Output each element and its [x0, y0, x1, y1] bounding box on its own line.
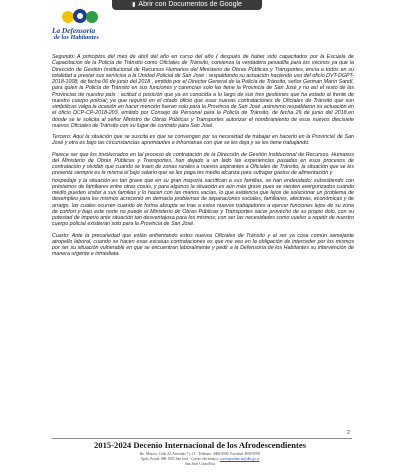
logo-text-line1: La Defensoría — [52, 26, 96, 35]
footer-contact-prefix: Apdo. Postal: 686-1005 San José · Correo electrónico: — [140, 457, 219, 461]
defensoria-logo — [52, 8, 108, 42]
paragraph-segundo: Segundo: A principios del mes de abril del año en curso del año ( después de haber sido capacitados por la Escuela de Capacitación de la Policía de Tránsito como Oficiales de Tránsito, comienza la verdadera pesadilla para los vecinos ya que la Dirección de Gestión Institucional de Recursos Humanos del Ministerio de Obras Públicas y Transportes, envía a todos en su totalidad a prestar sus servicios a la Unidad Policial de San José ; respaldando su actuación haciendo uso del oficio DVT-DGPT-2018-1008, de fecha 06 de junio del 2018 , emitido por el Director General de la Policía de Tránsito, señor German Marín Sandí, para quien la Policía de Tránsito en sus funciones y carencias solo las tiene la Provincia de San José y no así el resto de las Provincias de nuestro país ; actitud o posición que ya es conocida a lo largo de sus tres gestiones que ha estado al frente de nuestro cuerpo policial; ya que requirió en el citado oficio que esas nuevas contrataciones de Oficiales de Tránsito que son simbólicas valga la ocasión en hacer mención fueran solo para la Provincia de San José ,asimismo respaldaron su actuación en el oficio DCP-CP-2018-203, emitido por Consejo de Personal para la Policía de Tránsito, de fecha 29 de junio del 2018,en donde se le solicita al señor Ministro de Obras Públicas y Transportes autorizar el nombramiento de esos nuevos diecisiete nuevos Oficiales de Tránsito con su lugar de contrato para San José. — [52, 54, 354, 129]
page-number: 2 — [347, 430, 350, 436]
footer-divider — [52, 438, 352, 439]
logo-text-line2: de los Habitantes — [54, 34, 99, 41]
open-with-google-docs-button[interactable] — [112, 0, 262, 10]
paragraph-hospedaje: hospedaje y la situación es tan grave que en su gran mayoría sacrifican a sus familias, se han endeudado; subsistiendo con préstamos de familiares entre otras cosas, y para algunos la situación es aún más grave pues se sienten avergonzados cuando medio pueden visitar a sus familias y lo hacen con las manos vacías, lo que evidencia que lejos de solucionar un problema de desempleo para los mismos acrecentó en demasía problemas de separaciones sociales, familiares, afectivas, económicas y de arraigo, las cuales ocurren cuando de forma abrupta se trae a estos nuevos trabajadores a ejercer funciones lejos de su zona de confort y bajo este norte no puede el Ministerio de Obras Públicas y Transportes sacar provecho de su propio dolo, con su potestad de imperio ante situación tan desventajosa para los mismos; con ser las necesidades como vuelvo a repetir de nuestro cuerpo policial existieran solo para la Provincia de San José. — [52, 177, 354, 228]
document-body — [52, 54, 354, 263]
footer-email-link[interactable]: correspondencia@dhr.go.cr — [219, 457, 260, 461]
defensoria-emblem-icon — [60, 8, 100, 26]
footer-contact — [0, 457, 400, 461]
google-docs-icon: ▮ — [132, 2, 136, 8]
paragraph-cuarto: Cuarto: Ante la precariedad que están enfrentando estos nuevos Oficiales de Tránsito y al ser ya cosa común semejante atropello laboral, cuando se hacen esas escasas contrataciones es que me veo en la obligación de interceder por los mismos por ser su situación vulnerable en que se encuentran laboralmente y pedir a la Defensoría de los Habitantes su intervención de manera urgente e inmediata. — [52, 232, 354, 258]
paragraph-parece: Parece ser que los involucrados en tal proceso de contratación de la Dirección de Gestión Institucional de Recursos. Humanos del Ministerio de Obras Públicas y Transportes, han dejado a un lado las experiencias pasadas en esos procesos de contratación y olvidan que cuando se traen de zonas rurales a nuevos aspirantes a Oficiales de Tránsito, la situación que se les presenta siempre es la misma el bajo salario que se les paga les medio alcanza para sufragar gastos de alimentación y — [52, 151, 354, 177]
footer-title: 2015-2024 Decenio Internacional de los Afrodescendientes — [93, 440, 307, 450]
footer-city: San José, Costa Rica — [185, 462, 215, 466]
open-with-label: Abrir con Documentos de Google — [138, 1, 242, 8]
paragraph-tercero: Tercero: Aquí la situación que se suscita es que se convengan por su necesidad de trabajar en hacerlo en la Provincia! de San José y otra es bajo las circunstancias apremiantes e inhumanas con que se les deja y se les tiene trabajando. — [52, 134, 354, 147]
footer-address: Bo. México, Calle 22. Avenidas 7 y 11 · Teléfono: 4000-8500. Facsímil: 4000-8700 — [139, 452, 261, 456]
